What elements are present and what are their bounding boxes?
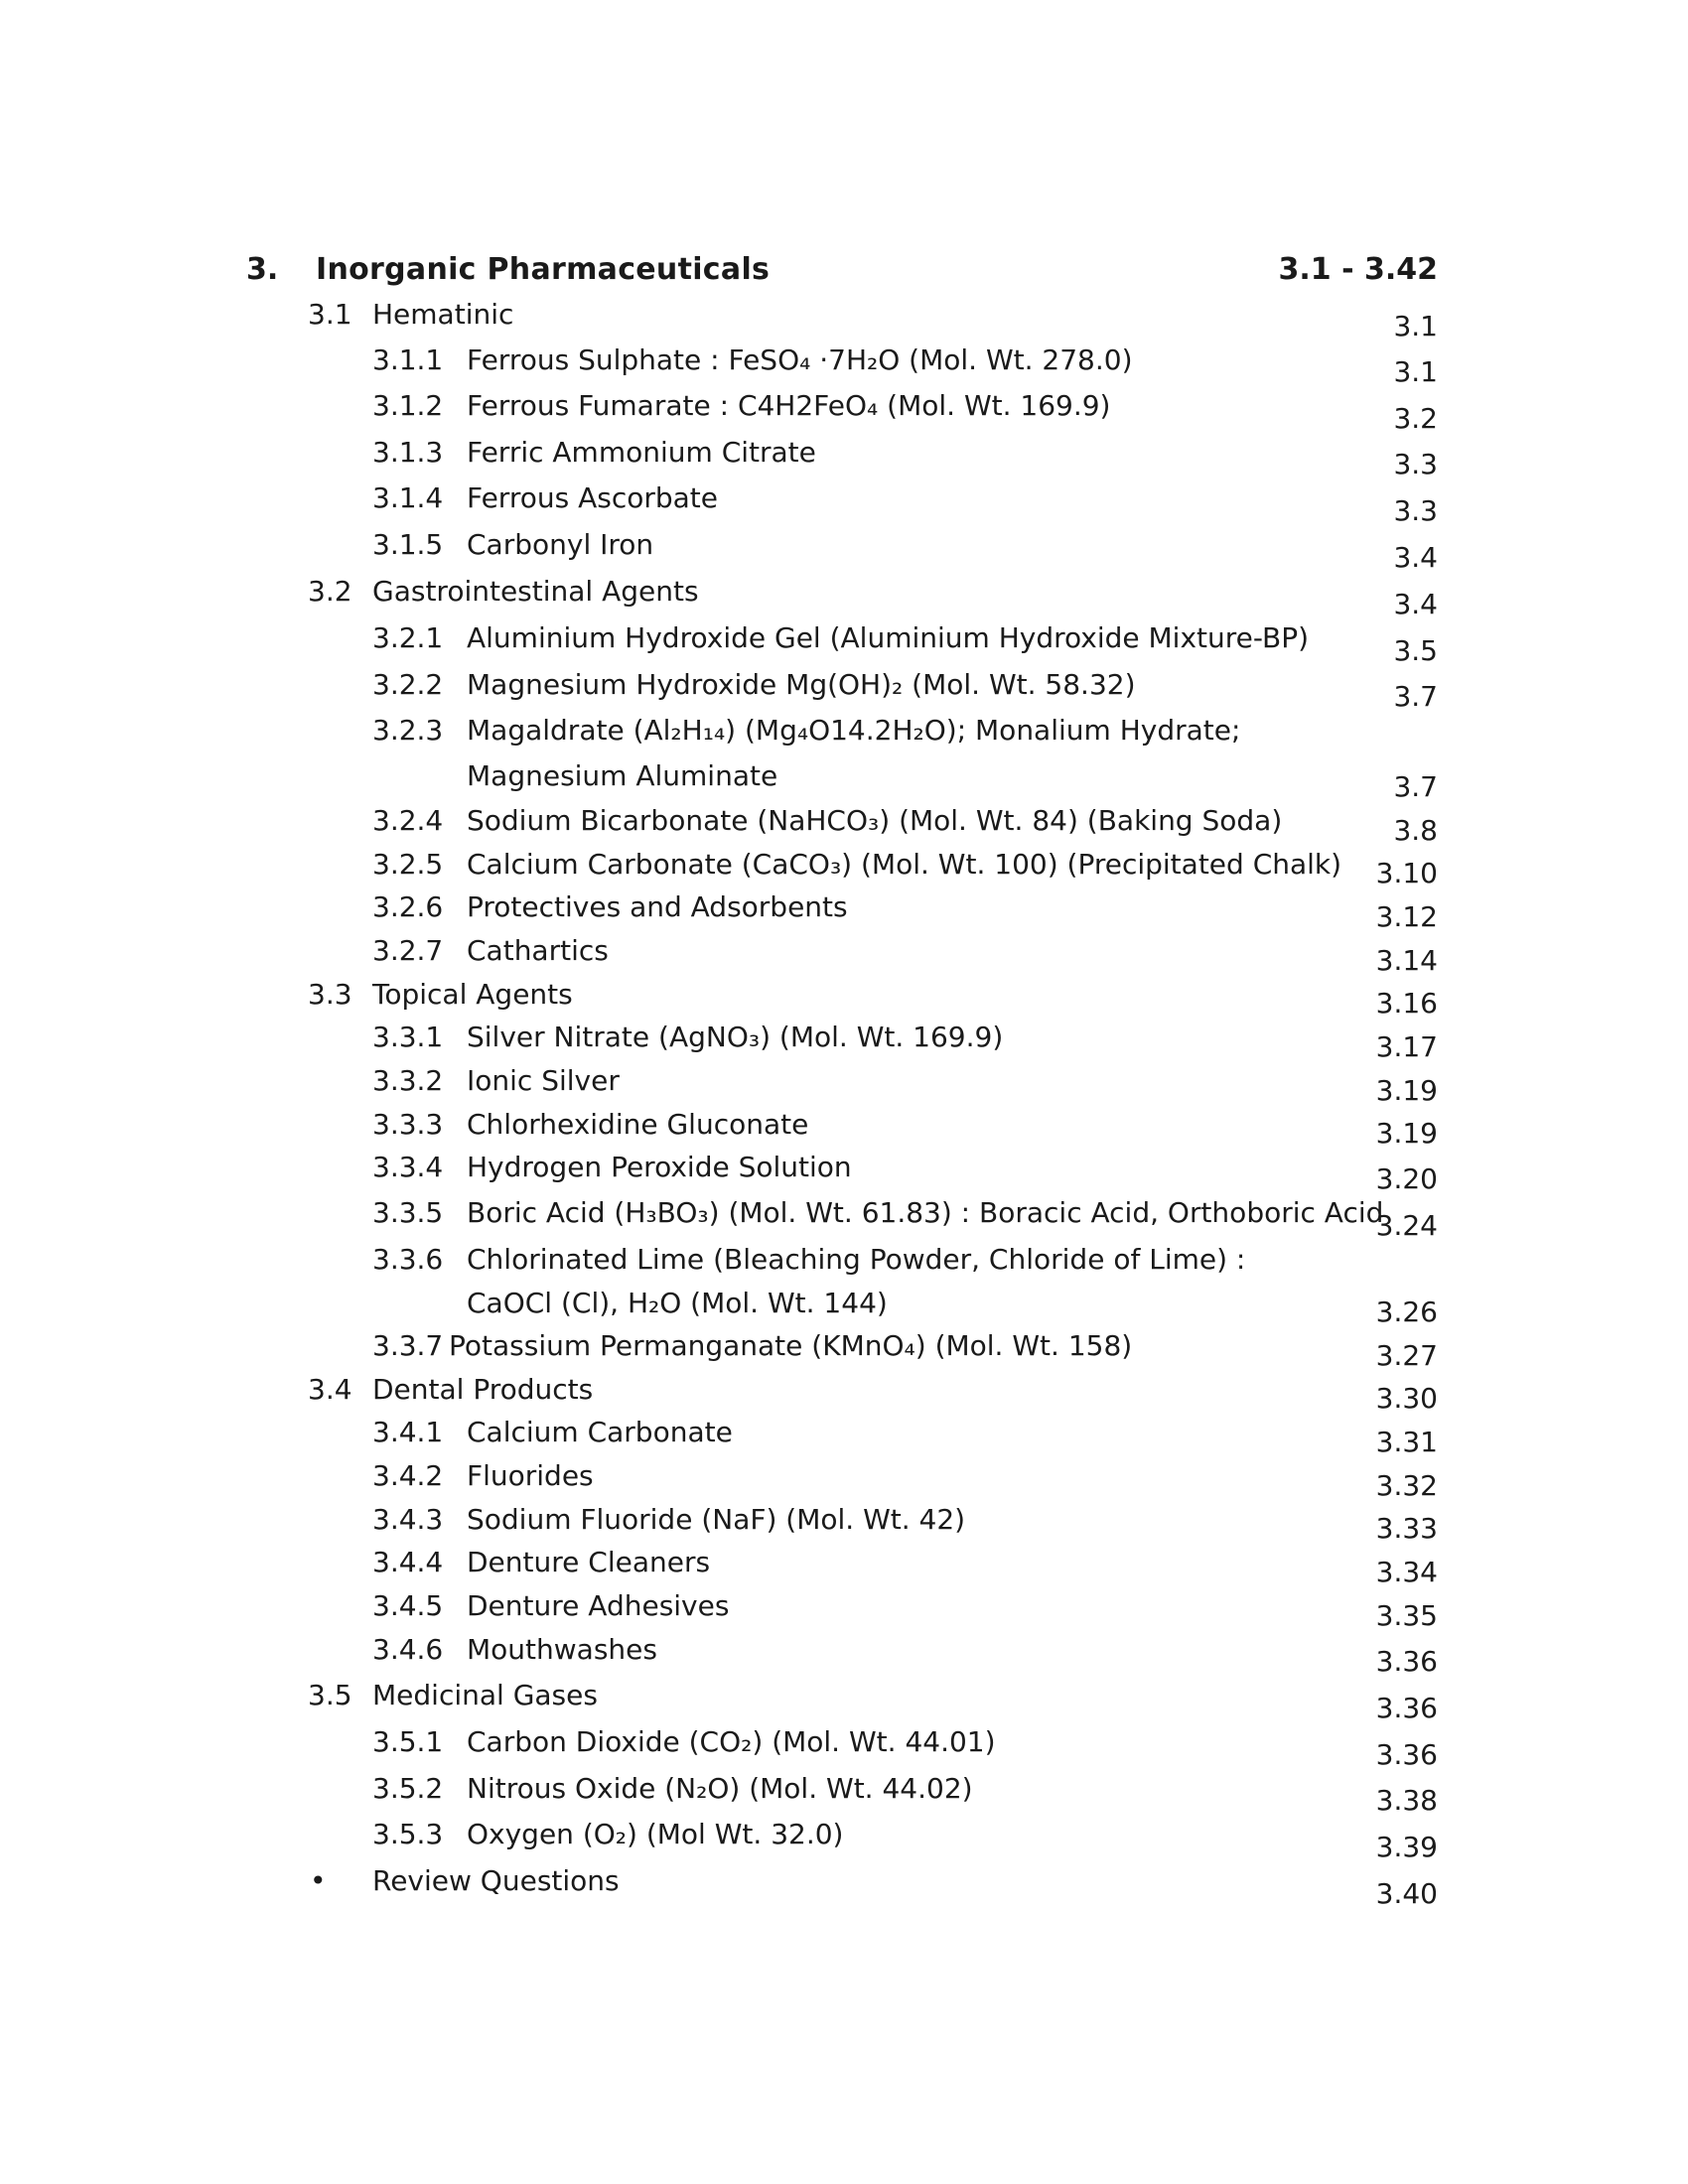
toc-entry <box>246 848 1438 890</box>
toc-entry <box>246 1818 1438 1864</box>
entry-page: 3.20 <box>1375 1162 1438 1195</box>
entry-number: 3.3.4 <box>372 1151 444 1183</box>
entry-number: 3.3 <box>308 978 352 1011</box>
entry-number: 3.1.3 <box>372 436 444 469</box>
toc-entry <box>246 481 1438 528</box>
toc-entry <box>246 1243 1438 1287</box>
entry-title: Review Questions <box>372 1864 620 1897</box>
entry-number: 3.4.2 <box>372 1459 444 1492</box>
entry-title: Denture Cleaners <box>467 1546 711 1578</box>
table-of-contents <box>246 250 1438 1911</box>
toc-entry <box>246 436 1438 481</box>
toc-entry <box>246 978 1438 1021</box>
entry-title: Mouthwashes <box>467 1633 657 1666</box>
entry-number: 3.4.5 <box>372 1589 444 1622</box>
toc-entry <box>246 1459 1438 1503</box>
toc-entry <box>246 1864 1438 1911</box>
toc-entry <box>246 575 1438 621</box>
chapter-heading <box>246 250 1438 298</box>
entry-title: Silver Nitrate (AgNO₃) (Mol. Wt. 169.9) <box>467 1021 1004 1053</box>
entry-page: 3.32 <box>1375 1469 1438 1502</box>
toc-entry <box>246 668 1438 714</box>
toc-entry <box>246 1725 1438 1772</box>
entry-number: 3.2.1 <box>372 621 444 654</box>
entry-title: Oxygen (O₂) (Mol Wt. 32.0) <box>467 1818 844 1850</box>
entry-page: 3.36 <box>1375 1645 1438 1678</box>
chapter-title: Inorganic Pharmaceuticals <box>316 252 771 287</box>
entry-page: 3.7 <box>1393 680 1438 713</box>
entry-title: Chlorinated Lime (Bleaching Powder, Chloride of Lime) : <box>467 1243 1246 1276</box>
entry-title: Magnesium Aluminate <box>467 759 778 792</box>
entry-page: 3.38 <box>1375 1784 1438 1817</box>
toc-entry <box>246 1546 1438 1589</box>
entry-page: 3.3 <box>1393 494 1438 527</box>
chapter-page-range: 3.1 - 3.42 <box>1278 252 1438 287</box>
entry-number: 3.1.4 <box>372 481 444 514</box>
entry-title: Hematinic <box>372 298 514 331</box>
entry-number: 3.2.2 <box>372 668 444 701</box>
entry-number: 3.3.6 <box>372 1243 444 1276</box>
entry-page: 3.12 <box>1375 900 1438 933</box>
entry-page: 3.24 <box>1375 1209 1438 1242</box>
entry-title: Sodium Bicarbonate (NaHCO₃) (Mol. Wt. 84) (Baking Soda) <box>467 804 1283 837</box>
entry-title: Potassium Permanganate (KMnO₄) (Mol. Wt. 158) <box>449 1329 1133 1362</box>
entry-page: 3.33 <box>1375 1512 1438 1545</box>
entry-number: 3.1.1 <box>372 343 444 376</box>
toc-entry <box>246 1503 1438 1546</box>
entry-title: Ferrous Ascorbate <box>467 481 718 514</box>
toc-entries <box>246 298 1438 1911</box>
toc-entry <box>246 1772 1438 1818</box>
entry-number: 3.3.1 <box>372 1021 444 1053</box>
entry-page: 3.5 <box>1393 634 1438 667</box>
entry-title: Calcium Carbonate <box>467 1416 733 1448</box>
entry-number: 3.3.5 <box>372 1196 444 1229</box>
toc-entry <box>246 759 1438 804</box>
entry-page: 3.1 <box>1393 310 1438 342</box>
entry-title: Magaldrate (Al₂H₁₄) (Mg₄O14.2H₂O); Monalium Hydrate; <box>467 714 1241 747</box>
toc-entry <box>246 1064 1438 1108</box>
entry-page: 3.40 <box>1375 1877 1438 1910</box>
entry-number: 3.2.6 <box>372 890 444 923</box>
entry-number: 3.4.4 <box>372 1546 444 1578</box>
entry-title: Carbon Dioxide (CO₂) (Mol. Wt. 44.01) <box>467 1725 996 1758</box>
entry-page: 3.1 <box>1393 355 1438 388</box>
entry-title: Protectives and Adsorbents <box>467 890 848 923</box>
toc-entry <box>246 934 1438 978</box>
entry-title: CaOCl (Cl), H₂O (Mol. Wt. 144) <box>467 1287 888 1319</box>
entry-page: 3.31 <box>1375 1426 1438 1458</box>
entry-page: 3.39 <box>1375 1831 1438 1863</box>
toc-entry <box>246 714 1438 759</box>
entry-page: 3.17 <box>1375 1030 1438 1063</box>
toc-entry <box>246 1287 1438 1329</box>
toc-entry <box>246 890 1438 934</box>
toc-entry <box>246 1196 1438 1243</box>
entry-title: Chlorhexidine Gluconate <box>467 1108 809 1141</box>
entry-title: Nitrous Oxide (N₂O) (Mol. Wt. 44.02) <box>467 1772 973 1805</box>
entry-number: 3.4 <box>308 1373 352 1406</box>
toc-entry <box>246 1589 1438 1633</box>
entry-number: 3.4.6 <box>372 1633 444 1666</box>
entry-number: 3.4.1 <box>372 1416 444 1448</box>
entry-number: 3.2.3 <box>372 714 444 747</box>
entry-number: 3.5.3 <box>372 1818 444 1850</box>
toc-entry <box>246 389 1438 436</box>
entry-title: Boric Acid (H₃BO₃) (Mol. Wt. 61.83) : Boracic Acid, Orthoboric Acid <box>467 1196 1384 1229</box>
entry-title: Aluminium Hydroxide Gel (Aluminium Hydroxide Mixture-BP) <box>467 621 1309 654</box>
entry-title: Ferrous Sulphate : FeSO₄ ·7H₂O (Mol. Wt. 278.0) <box>467 343 1133 376</box>
entry-page: 3.19 <box>1375 1117 1438 1150</box>
entry-number: 3.3.3 <box>372 1108 444 1141</box>
entry-title: Calcium Carbonate (CaCO₃) (Mol. Wt. 100) (Precipitated Chalk) <box>467 848 1342 881</box>
toc-entry <box>246 804 1438 848</box>
toc-entry <box>246 1373 1438 1416</box>
entry-page: 3.36 <box>1375 1738 1438 1771</box>
entry-page: 3.27 <box>1375 1339 1438 1372</box>
entry-page: 3.3 <box>1393 448 1438 480</box>
entry-number: 3.1.2 <box>372 389 444 422</box>
bullet-icon: • <box>310 1864 327 1897</box>
toc-entry <box>246 298 1438 343</box>
entry-title: Ferric Ammonium Citrate <box>467 436 816 469</box>
toc-entry <box>246 1021 1438 1064</box>
toc-entry <box>246 1151 1438 1196</box>
chapter-number: 3. <box>246 252 279 287</box>
entry-number: 3.3.7 <box>372 1329 444 1362</box>
entry-page: 3.19 <box>1375 1074 1438 1107</box>
entry-page: 3.2 <box>1393 402 1438 435</box>
entry-number: 3.2.4 <box>372 804 444 837</box>
entry-title: Cathartics <box>467 934 609 967</box>
entry-title: Medicinal Gases <box>372 1679 598 1711</box>
entry-title: Hydrogen Peroxide Solution <box>467 1151 852 1183</box>
toc-entry <box>246 1679 1438 1725</box>
entry-page: 3.14 <box>1375 944 1438 977</box>
entry-number: 3.2.5 <box>372 848 444 881</box>
toc-entry <box>246 1416 1438 1459</box>
entry-number: 3.2 <box>308 575 352 608</box>
entry-number: 3.5 <box>308 1679 352 1711</box>
entry-number: 3.5.2 <box>372 1772 444 1805</box>
toc-entry <box>246 1633 1438 1679</box>
toc-entry <box>246 1329 1438 1373</box>
entry-number: 3.1 <box>308 298 352 331</box>
entry-title: Dental Products <box>372 1373 594 1406</box>
entry-page: 3.4 <box>1393 541 1438 574</box>
entry-number: 3.1.5 <box>372 528 444 561</box>
entry-title: Gastrointestinal Agents <box>372 575 699 608</box>
entry-page: 3.26 <box>1375 1296 1438 1328</box>
toc-entry <box>246 1108 1438 1151</box>
toc-entry <box>246 343 1438 389</box>
entry-page: 3.30 <box>1375 1382 1438 1415</box>
entry-page: 3.7 <box>1393 770 1438 803</box>
toc-entry <box>246 621 1438 668</box>
entry-title: Magnesium Hydroxide Mg(OH)₂ (Mol. Wt. 58.32) <box>467 668 1136 701</box>
entry-page: 3.10 <box>1375 857 1438 889</box>
entry-title: Carbonyl Iron <box>467 528 654 561</box>
entry-page: 3.8 <box>1393 814 1438 847</box>
toc-entry <box>246 528 1438 575</box>
entry-title: Sodium Fluoride (NaF) (Mol. Wt. 42) <box>467 1503 966 1536</box>
entry-title: Ionic Silver <box>467 1064 620 1097</box>
entry-page: 3.36 <box>1375 1692 1438 1724</box>
entry-number: 3.5.1 <box>372 1725 444 1758</box>
entry-number: 3.4.3 <box>372 1503 444 1536</box>
entry-title: Topical Agents <box>372 978 573 1011</box>
entry-title: Ferrous Fumarate : C4H2FeO₄ (Mol. Wt. 169.9) <box>467 389 1111 422</box>
entry-number: 3.3.2 <box>372 1064 444 1097</box>
entry-page: 3.16 <box>1375 987 1438 1020</box>
entry-number: 3.2.7 <box>372 934 444 967</box>
entry-page: 3.34 <box>1375 1556 1438 1588</box>
entry-title: Denture Adhesives <box>467 1589 730 1622</box>
entry-page: 3.4 <box>1393 588 1438 620</box>
entry-title: Fluorides <box>467 1459 594 1492</box>
entry-page: 3.35 <box>1375 1599 1438 1632</box>
